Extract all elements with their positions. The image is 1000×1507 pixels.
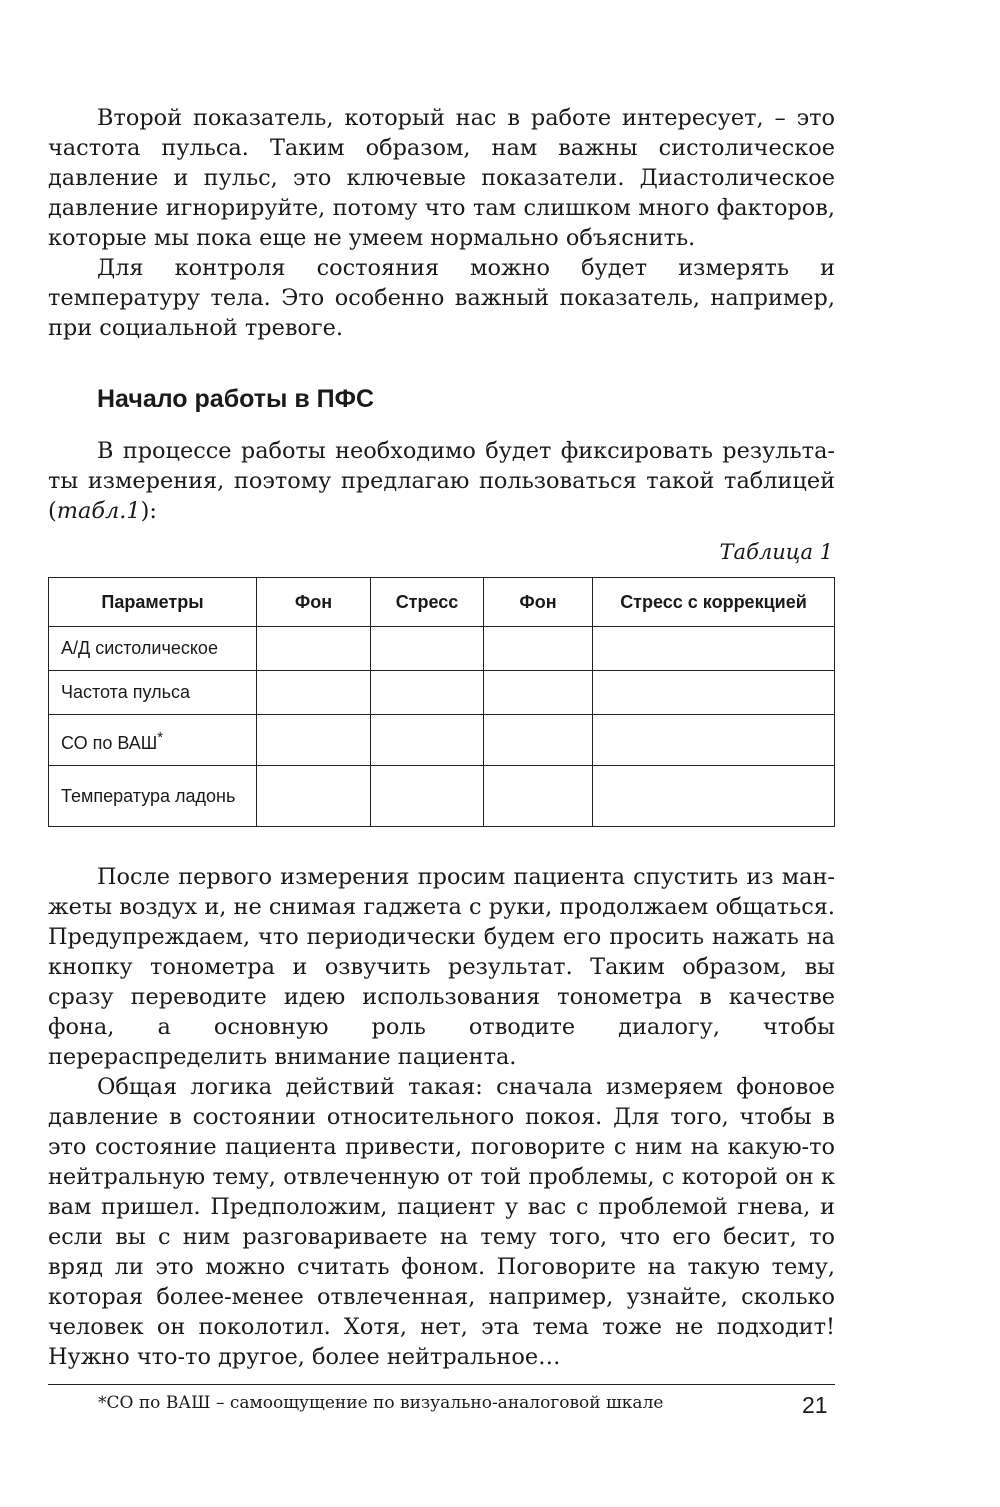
- table-cell: [593, 766, 835, 827]
- footnote: *СО по ВАШ – самоощущение по визуально-аналоговой шкале: [98, 1393, 664, 1413]
- table-cell: [593, 715, 835, 766]
- paragraph-general-logic: Общая логика действий такая: сначала измеряем фоновое давление в состоянии относительного покоя. Для того, чтобы в это состояние пациента привести, поговорите с ним на какую-то нейтральную тему, отвлеченную от той проблемы, с которой он к вам пришел. Предположим, пациент у вас с проблемой гнева, и если вы с ним разговариваете на тему того, что его бесит, то вряд ли это можно считать фоном. Поговорите на такую тему, которая более-менее отвлеченная, например, узнайте, сколько человек он поколотил. Хотя, нет, эта тема тоже не подходит! Нужно что-то другое, более нейтральное…: [48, 1074, 835, 1370]
- row-label: СО по ВАШ: [61, 732, 158, 753]
- row-label: Частота пульса: [49, 671, 257, 715]
- paragraph-intro: [48, 436, 835, 526]
- header-stress: Стресс: [371, 578, 484, 627]
- page-body: [48, 103, 835, 1415]
- intro-suffix: ):: [140, 498, 157, 524]
- intro-text: В процессе работы необходимо будет фиксировать результаты измерения, поэтому предлагаю пользоваться такой таблицей (: [48, 438, 835, 524]
- table-cell: [593, 671, 835, 715]
- page-number: 21: [802, 1392, 828, 1418]
- table-header-row: [49, 578, 835, 627]
- table-cell: [257, 627, 371, 671]
- row-label: Температура ладонь: [49, 766, 257, 827]
- table-cell: [371, 715, 484, 766]
- table-cell: [371, 627, 484, 671]
- table-cell: [484, 715, 593, 766]
- header-background-1: Фон: [257, 578, 371, 627]
- header-stress-correction: Стресс с коррекцией: [593, 578, 835, 627]
- table-cell: [593, 627, 835, 671]
- table-row: [49, 671, 835, 715]
- header-parameters: Параметры: [49, 578, 257, 627]
- header-background-2: Фон: [484, 578, 593, 627]
- table-caption: Таблица 1: [719, 540, 833, 564]
- table-row: [49, 715, 835, 766]
- table-cell: [371, 766, 484, 827]
- table-cell: [257, 715, 371, 766]
- paragraph-pulse: Второй показатель, который нас в работе интересует, – это частота пульса. Таким образом, нам важны систолическое давление и пульс, это ключевые показатели. Диастолическое давление игнорируйте, потому что там слишком много факторов, которые мы пока еще не умеем нормально объяснить.: [48, 105, 835, 251]
- table-cell: [484, 671, 593, 715]
- table-reference: табл.1: [56, 498, 141, 524]
- row-label-cell: [49, 715, 257, 766]
- paragraph-first-measurement: После первого измерения просим пациента спустить из манжеты воздух и, не снимая гаджета с руки, продолжаем общаться. Предупреждаем, что периодически будем его просить нажать на кнопку тонометра и озвучить результат. Таким образом, вы сразу переводите идею использования тонометра в качестве фона, а основную роль отводите диалогу, чтобы перераспределить внимание пациента.: [48, 864, 835, 1070]
- footnote-mark: *: [157, 728, 164, 746]
- table-cell: [484, 627, 593, 671]
- table-row: [49, 627, 835, 671]
- section-heading: Начало работы в ПФС: [97, 385, 375, 413]
- footnote-divider: [48, 1384, 835, 1385]
- table-cell: [484, 766, 593, 827]
- parameters-table: [48, 577, 835, 827]
- table-cell: [257, 671, 371, 715]
- paragraph-temperature: Для контроля состояния можно будет измерять и температуру тела. Это особенно важный показатель, например, при социальной тревоге.: [48, 255, 835, 341]
- table-cell: [257, 766, 371, 827]
- table-row: [49, 766, 835, 827]
- row-label: А/Д систолическое: [49, 627, 257, 671]
- table-cell: [371, 671, 484, 715]
